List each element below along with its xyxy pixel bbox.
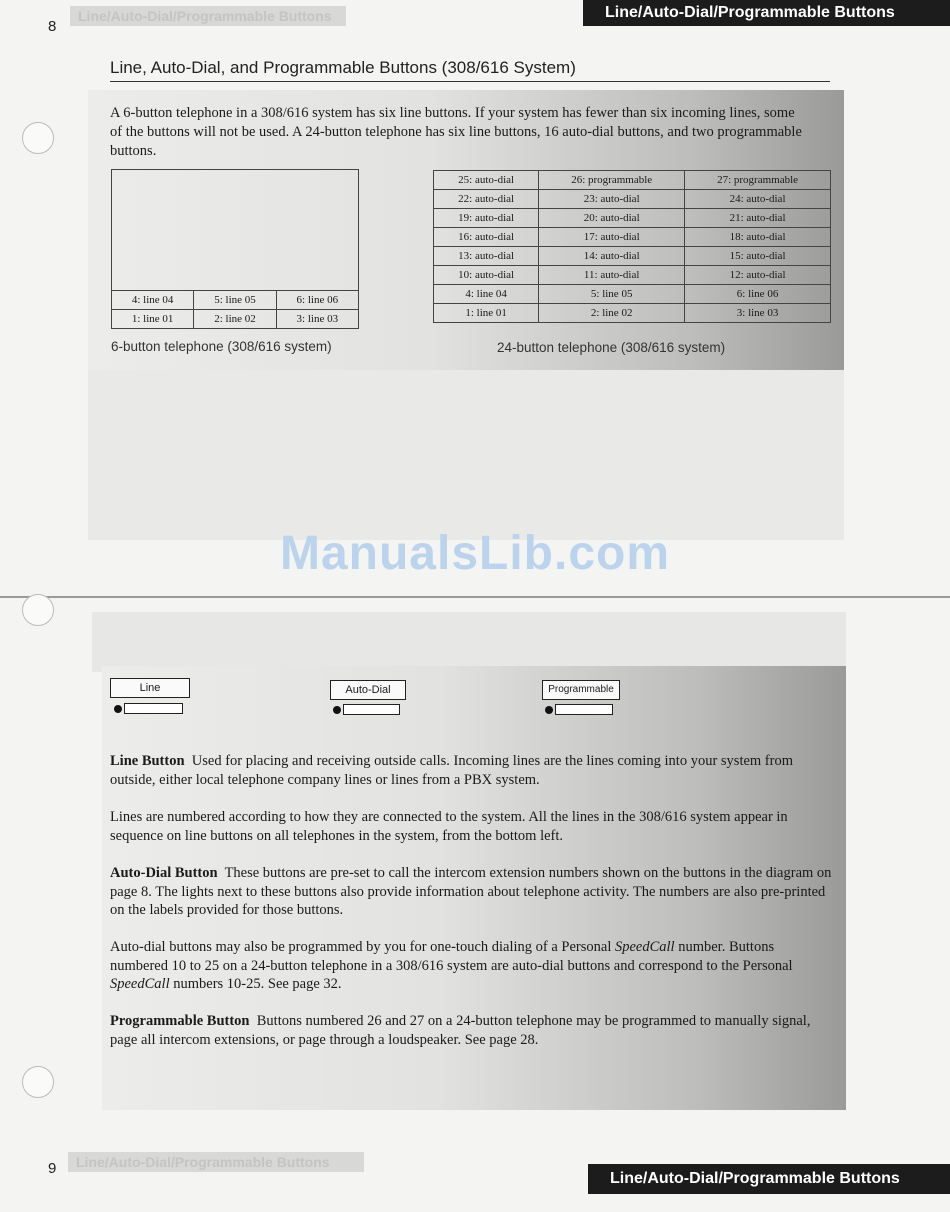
section-banner-top: Line/Auto-Dial/Programmable Buttons — [583, 0, 950, 26]
watermark: ManualsLib.com — [279, 527, 671, 580]
button-key: 3: line 03 — [685, 304, 831, 323]
auto-dial-paragraph — [110, 864, 832, 920]
twentyfour-button-row — [434, 304, 831, 323]
speedcall-text-b: number. Buttons numbered 10 to 25 on a 24-button telephone in a 308/616 system are auto-dial buttons and correspond to the Personal — [110, 939, 793, 974]
button-key: 11: auto-dial — [539, 266, 685, 285]
twentyfour-button-row — [434, 171, 831, 190]
auto-dial-button-lamp — [333, 706, 341, 714]
button-key: 5: line 05 — [539, 285, 685, 304]
six-button-diagram — [111, 169, 359, 329]
line-button-label: Line — [110, 678, 190, 698]
section-banner-bottom: Line/Auto-Dial/Programmable Buttons — [588, 1164, 950, 1194]
twentyfour-button-row — [434, 209, 831, 228]
line-numbering-text: Lines are numbered according to how they are connected to the system. All the lines in the 308/616 system appear in sequence on line buttons on all telephones in the system, from the bottom left. — [110, 809, 788, 844]
button-key: 14: auto-dial — [539, 247, 685, 266]
programmable-button-lamp — [545, 706, 553, 714]
auto-dial-button-bar — [343, 704, 400, 715]
twentyfour-button-caption: 24-button telephone (308/616 system) — [497, 340, 726, 355]
button-key: 1: line 01 — [112, 310, 194, 329]
speedcall-term-1: SpeedCall — [614, 939, 675, 955]
binder-hole-2 — [22, 594, 54, 626]
page-number-bottom: 9 — [48, 1160, 57, 1177]
line-button-bar — [124, 703, 183, 714]
page-title: Line, Auto-Dial, and Programmable Buttons (308/616 System) — [110, 58, 830, 82]
programmable-button-bar — [555, 704, 613, 715]
programmable-paragraph — [110, 1012, 832, 1049]
intro-paragraph: A 6-button telephone in a 308/616 system has six line buttons. If your system has fewer than six incoming lines, some of the buttons will not be used. A 24-button telephone has six line buttons, 16 auto-dial buttons, and two programmable buttons. — [110, 105, 802, 159]
line-button-heading: Line Button — [110, 753, 185, 769]
six-button-caption: 6-button telephone (308/616 system) — [111, 339, 332, 354]
speedcall-text-c: numbers 10-25. See page 32. — [169, 976, 342, 992]
button-key: 12: auto-dial — [685, 266, 831, 285]
button-key: 16: auto-dial — [434, 228, 539, 247]
ghost-banner-bottom: Line/Auto-Dial/Programmable Buttons — [68, 1152, 364, 1172]
line-button-text: Used for placing and receiving outside calls. Incoming lines are the lines coming into your system from outside, either local telephone company lines or lines from a PBX system. — [110, 753, 793, 788]
speedcall-paragraph — [110, 938, 832, 994]
speedcall-text-a: Auto-dial buttons may also be programmed by you for one-touch dialing of a Personal — [110, 939, 615, 955]
button-key: 2: line 02 — [539, 304, 685, 323]
six-button-row — [112, 291, 359, 310]
button-key: 4: line 04 — [112, 291, 194, 310]
button-key: 27: programmable — [685, 171, 831, 190]
page-number-top: 8 — [48, 18, 57, 35]
auto-dial-button-label: Auto-Dial — [330, 680, 406, 700]
button-key: 13: auto-dial — [434, 247, 539, 266]
programmable-button-label: Programmable — [542, 680, 620, 700]
button-key: 21: auto-dial — [685, 209, 831, 228]
auto-dial-heading: Auto-Dial Button — [110, 865, 218, 881]
twentyfour-button-row — [434, 285, 831, 304]
button-key: 22: auto-dial — [434, 190, 539, 209]
button-key: 10: auto-dial — [434, 266, 539, 285]
button-key: 6: line 06 — [276, 291, 358, 310]
twentyfour-button-row — [434, 228, 831, 247]
button-key: 15: auto-dial — [685, 247, 831, 266]
button-key: 18: auto-dial — [685, 228, 831, 247]
bottom-page-faded-area — [92, 612, 846, 672]
six-button-row — [112, 310, 359, 329]
button-key: 26: programmable — [539, 171, 685, 190]
button-key: 20: auto-dial — [539, 209, 685, 228]
line-numbering-paragraph — [110, 808, 832, 845]
top-page-faded-area — [88, 370, 844, 540]
line-button-lamp — [114, 705, 122, 713]
auto-dial-text: These buttons are pre-set to call the intercom extension numbers shown on the buttons in the diagram on page 8. The lights next to these buttons also provide information about telephone activity. The numbers are also pre-printed on the labels provided for those buttons. — [110, 865, 832, 918]
button-key: 6: line 06 — [685, 285, 831, 304]
button-key: 19: auto-dial — [434, 209, 539, 228]
programmable-text: Buttons numbered 26 and 27 on a 24-button telephone may be programmed to manually signal, page all intercom extensions, or page through a loudspeaker. See page 28. — [110, 1013, 811, 1048]
button-key: 4: line 04 — [434, 285, 539, 304]
button-key: 25: auto-dial — [434, 171, 539, 190]
line-button-paragraph — [110, 752, 832, 789]
button-key: 17: auto-dial — [539, 228, 685, 247]
button-key: 2: line 02 — [194, 310, 276, 329]
twentyfour-button-row — [434, 266, 831, 285]
binder-hole-1 — [22, 122, 54, 154]
programmable-heading: Programmable Button — [110, 1013, 250, 1029]
twentyfour-button-row — [434, 190, 831, 209]
button-key: 5: line 05 — [194, 291, 276, 310]
ghost-banner-top: Line/Auto-Dial/Programmable Buttons — [70, 6, 346, 26]
button-key: 24: auto-dial — [685, 190, 831, 209]
button-key: 3: line 03 — [276, 310, 358, 329]
speedcall-term-2: SpeedCall — [110, 976, 170, 992]
button-key: 1: line 01 — [434, 304, 539, 323]
twentyfour-button-diagram — [433, 170, 831, 323]
twentyfour-button-row — [434, 247, 831, 266]
button-key: 23: auto-dial — [539, 190, 685, 209]
binder-hole-3 — [22, 1066, 54, 1098]
page-separator — [0, 596, 950, 598]
